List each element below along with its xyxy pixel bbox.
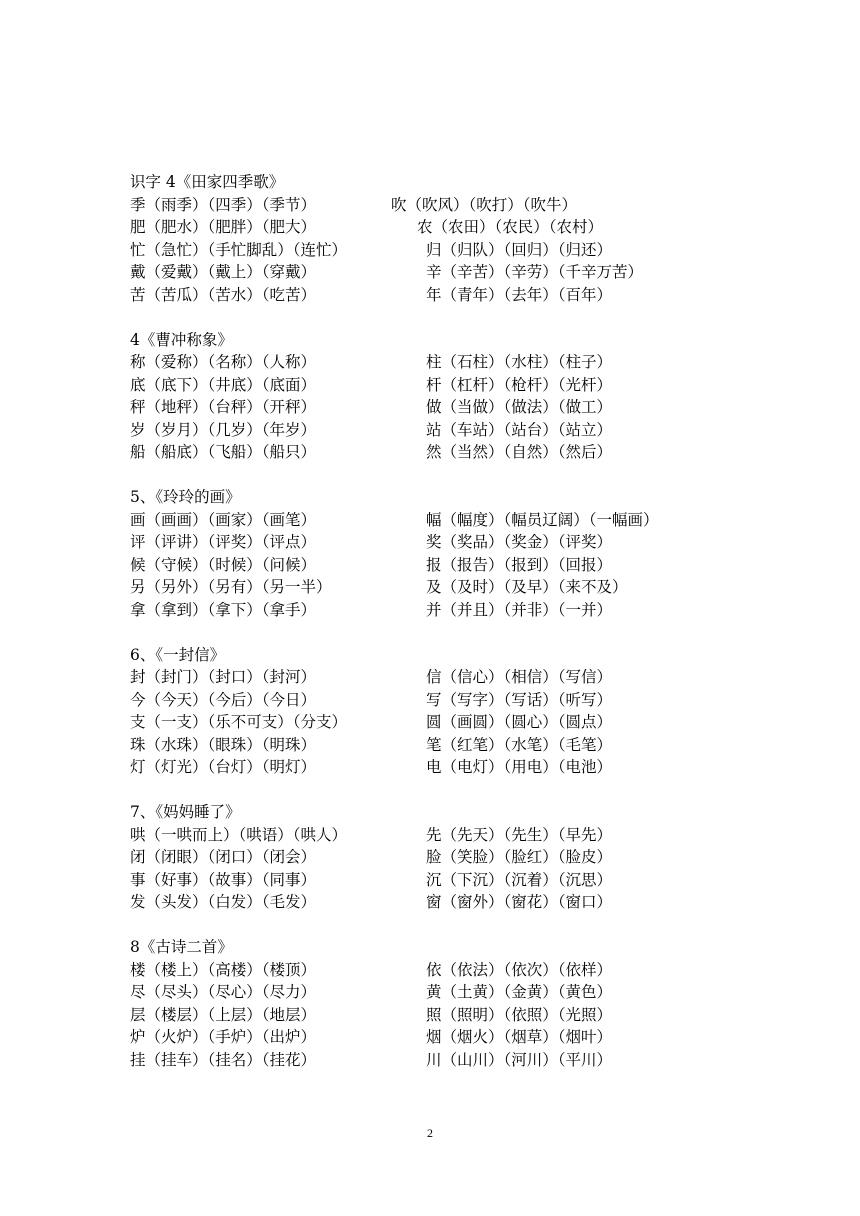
vocab-left: 忙（急忙）（手忙脚乱）（连忙）: [130, 240, 348, 259]
vocab-right: 然（当然）（自然）（然后）: [426, 443, 613, 461]
vocab-row: [130, 239, 770, 262]
vocab-row: [130, 689, 770, 712]
vocab-row: [130, 284, 770, 307]
vocab-right: 照（照明）（依照）（光照）: [426, 1005, 613, 1024]
vocab-right: 及（及时）（及早）（来不及）: [426, 578, 628, 596]
vocab-row: [130, 756, 770, 779]
vocab-right: 柱（石柱）（水柱）（柱子）: [426, 353, 613, 371]
vocab-right: 幅（幅度）（幅员辽阔）（一幅画）: [426, 510, 659, 529]
vocab-right: 辛（辛苦）（辛劳）（千辛万苦）: [426, 263, 644, 281]
vocab-row: [130, 1049, 770, 1072]
vocab-row: [130, 351, 770, 374]
vocab-right: 写（写字）（写话）（听写）: [426, 690, 613, 709]
vocab-right: 沉（下沉）（沉着）（沉思）: [426, 870, 613, 889]
vocab-left: 船（船底）（飞船）（船只）: [130, 443, 317, 461]
vocab-left: 称（爱称）（名称）（人称）: [130, 353, 317, 371]
section-tianjia-siji-ge: [130, 171, 770, 306]
vocab-row: [130, 194, 770, 217]
vocab-left: 今（今天）（今后）（今日）: [130, 690, 317, 709]
section-title: 4《曹冲称象》: [130, 330, 233, 349]
vocab-right: 年（青年）（去年）（百年）: [426, 285, 613, 304]
vocab-row: [130, 1004, 770, 1027]
section-lingling-de-hua: [130, 486, 770, 621]
vocab-left: 支（一支）（乐不可支）（分支）: [130, 713, 348, 731]
vocab-row: [130, 261, 770, 284]
section-title: 8《古诗二首》: [130, 938, 233, 956]
section-mama-shui-le: [130, 801, 770, 914]
section-title: 7、《妈妈睡了》: [130, 803, 241, 821]
vocab-row: [130, 441, 770, 464]
vocab-right: 并（并且）（并非）（一并）: [426, 600, 613, 619]
vocab-row: [130, 419, 770, 442]
vocab-row: [130, 216, 770, 239]
section-yi-feng-xin: [130, 644, 770, 779]
vocab-right: 信（信心）（相信）（写信）: [426, 668, 613, 686]
vocab-left: 戴（爱戴）（戴上）（穿戴）: [130, 263, 317, 281]
vocab-row: [130, 981, 770, 1004]
vocab-right: 黄（土黄）（金黄）（黄色）: [426, 983, 613, 1001]
vocab-row: [130, 666, 770, 689]
vocab-left: 珠（水珠）（眼珠）（明珠）: [130, 735, 317, 754]
vocab-left: 另（另外）（另有）（另一半）: [130, 578, 332, 596]
vocab-left: 尽（尽头）（尽心）（尽力）: [130, 983, 317, 1001]
vocab-right: 农（农田）（农民）（农村）: [417, 218, 604, 236]
vocab-left: 哄（一哄而上）（哄语）（哄人）: [130, 825, 348, 844]
vocab-right: 依（依法）（依次）（依样）: [426, 960, 613, 979]
vocab-right: 做（当做）（做法）（做工）: [426, 398, 613, 416]
vocab-left: 画（画画）（画家）（画笔）: [130, 510, 317, 529]
vocab-row: [130, 374, 770, 397]
vocab-right: 站（车站）（站台）（站立）: [426, 420, 613, 439]
vocab-row: [130, 734, 770, 757]
page-number: 2: [427, 1126, 433, 1140]
vocab-right: 圆（画圆）（圆心）（圆点）: [426, 713, 613, 731]
vocab-right: 报（报告）（报到）（回报）: [426, 555, 613, 574]
vocab-row: [130, 554, 770, 577]
vocab-right: 脸（笑脸）（脸红）（脸皮）: [426, 848, 613, 866]
vocab-left: 秤（地秤）（台秤）（开秤）: [130, 398, 317, 416]
section-caochong-chengxiang: [130, 329, 770, 464]
vocab-right: 电（电灯）（用电）（电池）: [426, 758, 613, 776]
vocab-right: 吹（吹风）（吹打）（吹牛）: [391, 195, 578, 214]
vocab-row: [130, 891, 770, 914]
vocab-left: 候（守候）（时候）（问候）: [130, 555, 317, 574]
vocab-right: 杆（杠杆）（枪杆）（光杆）: [426, 375, 613, 394]
vocab-row: [130, 599, 770, 622]
vocab-left: 肥（肥水）（肥胖）（肥大）: [130, 218, 317, 236]
vocab-right: 烟（烟火）（烟草）（烟叶）: [426, 1028, 613, 1046]
vocab-row: [130, 869, 770, 892]
section-gushi-er-shou: [130, 936, 770, 1071]
vocab-right: 笔（红笔）（水笔）（毛笔）: [426, 735, 613, 754]
vocab-left: 炉（火炉）（手炉）（出炉）: [130, 1028, 317, 1046]
vocab-row: [130, 959, 770, 982]
vocab-left: 层（楼层）（上层）（地层）: [130, 1005, 317, 1024]
vocab-right: 先（先天）（先生）（早先）: [426, 825, 613, 844]
vocab-left: 拿（拿到）（拿下）（拿手）: [130, 600, 317, 619]
vocab-right: 窗（窗外）（窗花）（窗口）: [426, 893, 613, 911]
vocab-right: 归（归队）（回归）（归还）: [426, 240, 613, 259]
vocab-left: 发（头发）（白发）（毛发）: [130, 893, 317, 911]
vocab-right: 川（山川）（河川）（平川）: [426, 1050, 613, 1069]
vocab-row: [130, 824, 770, 847]
vocab-row: [130, 846, 770, 869]
vocab-left: 楼（楼上）（高楼）（楼顶）: [130, 960, 317, 979]
vocab-row: [130, 576, 770, 599]
vocab-left: 评（评讲）（评奖）（评点）: [130, 533, 317, 551]
section-title: 5、《玲玲的画》: [130, 488, 241, 506]
vocab-right: 奖（奖品）（奖金）（评奖）: [426, 533, 613, 551]
vocab-row: [130, 396, 770, 419]
section-title: 识字 4《田家四季歌》: [130, 173, 285, 191]
vocab-left: 事（好事）（故事）（同事）: [130, 870, 317, 889]
vocab-left: 闭（闭眼）（闭口）（闭会）: [130, 848, 317, 866]
vocab-left: 底（底下）（井底）（底面）: [130, 375, 317, 394]
section-title: 6、《一封信》: [130, 645, 226, 664]
vocab-row: [130, 1026, 770, 1049]
vocab-left: 封（封门）（封口）（封河）: [130, 668, 317, 686]
vocab-left: 挂（挂车）（挂名）（挂花）: [130, 1050, 317, 1069]
vocab-left: 苦（苦瓜）（苦水）（吃苦）: [130, 285, 317, 304]
vocab-row: [130, 531, 770, 554]
vocab-left: 灯（灯光）（台灯）（明灯）: [130, 758, 317, 776]
content: [130, 171, 770, 1094]
vocab-left: 季（雨季）（四季）（季节）: [130, 195, 317, 214]
vocab-row: [130, 711, 770, 734]
vocab-left: 岁（岁月）（几岁）（年岁）: [130, 420, 317, 439]
vocab-row: [130, 509, 770, 532]
